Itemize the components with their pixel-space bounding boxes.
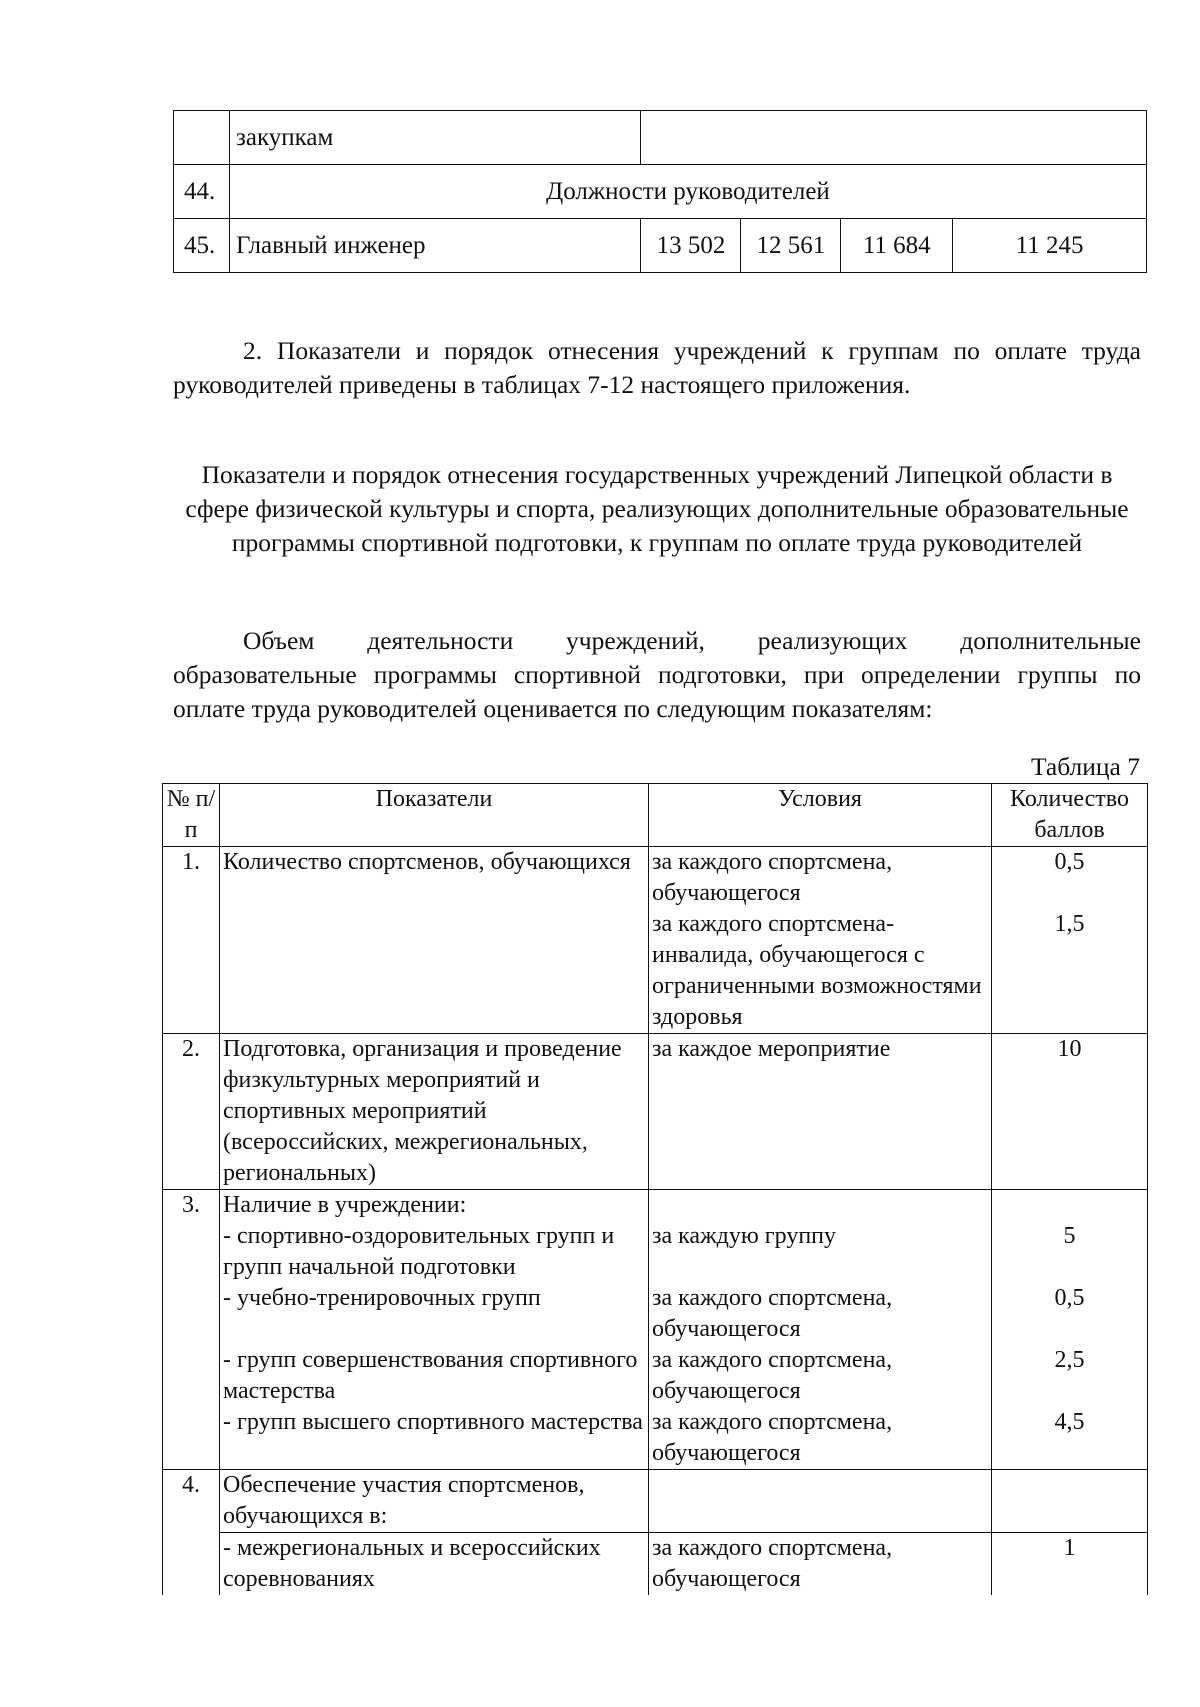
header-indicator: Показатели <box>220 784 649 847</box>
condition-cell: за каждого спортсмена, обучающегося <box>649 1533 992 1596</box>
row-number <box>174 111 230 165</box>
salary-table <box>173 110 1147 273</box>
indicator-cell: - групп высшего спортивного мастерства <box>220 1407 649 1470</box>
position-name: закупкам <box>229 111 641 165</box>
table-row <box>174 219 1147 273</box>
table-row <box>163 1345 1148 1407</box>
condition-cell: за каждого спортсмена-инвалида, обучающегося с ограниченными возможностями здоровья <box>649 909 992 1034</box>
points-cell: 5 <box>992 1221 1148 1283</box>
header-points: Количество баллов <box>992 784 1148 847</box>
row-number: 44. <box>174 165 230 219</box>
condition-cell: за каждого спортсмена, обучающегося <box>649 1345 992 1407</box>
table-row <box>163 1470 1148 1533</box>
points-cell <box>992 1470 1148 1533</box>
table-row <box>163 1221 1148 1283</box>
row-number: 45. <box>174 219 230 273</box>
points-cell: 2,5 <box>992 1345 1148 1407</box>
paragraph-2: 2. Показатели и порядок отнесения учреждений к группам по оплате труда руководителей приведены в таблицах 7-12 настоящего приложения. <box>173 336 1141 399</box>
salary-cell: 11 245 <box>953 219 1147 273</box>
condition-cell: за каждого спортсмена, обучающегося <box>649 1283 992 1345</box>
row-number: 2. <box>163 1034 220 1190</box>
salary-cell: 12 561 <box>741 219 841 273</box>
condition-cell: за каждого спортсмена, обучающегося <box>649 847 992 910</box>
table-row <box>163 1283 1148 1345</box>
table-7 <box>162 783 1148 1595</box>
table-row <box>163 1533 1148 1596</box>
points-cell: 1 <box>992 1533 1148 1596</box>
condition-cell: за каждую группу <box>649 1221 992 1283</box>
condition-cell: за каждого спортсмена, обучающегося <box>649 1407 992 1470</box>
table-row <box>163 1034 1148 1190</box>
indicator-cell: - спортивно-оздоровительных групп и групп начальной подготовки <box>220 1221 649 1283</box>
indicator-cell: Наличие в учреждении: <box>220 1190 649 1222</box>
salary-cell <box>641 111 1147 165</box>
indicator-cell: - учебно-тренировочных групп <box>220 1283 649 1345</box>
table-row <box>174 111 1147 165</box>
indicator-cell: Подготовка, организация и проведение физкультурных мероприятий и спортивных мероприятий (всероссийских, межрегиональных, региональных) <box>220 1034 649 1190</box>
row-number: 1. <box>163 847 220 1034</box>
indicator-cell: - межрегиональных и всероссийских соревнованиях <box>220 1533 649 1596</box>
table-caption: Таблица 7 <box>1030 752 1140 781</box>
points-cell <box>992 1190 1148 1222</box>
table-row <box>163 847 1148 910</box>
table-header-row <box>163 784 1148 847</box>
section-heading: Показатели и порядок отнесения государственных учреждений Липецкой области в сфере физической культуры и спорта, реализующих дополнительные образовательные программы спортивной подготовки, к группам по оплате труда руководителей <box>185 460 1129 557</box>
header-conditions: Условия <box>649 784 992 847</box>
table-row <box>163 1407 1148 1470</box>
salary-cell: 11 684 <box>841 219 953 273</box>
indicator-cell: - групп совершенствования спортивного мастерства <box>220 1345 649 1407</box>
row-number: 3. <box>163 1190 220 1470</box>
points-cell: 1,5 <box>992 909 1148 1034</box>
indicator-cell: Количество спортсменов, обучающихся <box>220 847 649 1034</box>
points-cell: 0,5 <box>992 1283 1148 1345</box>
condition-cell <box>649 1470 992 1533</box>
position-name: Главный инженер <box>229 219 641 273</box>
table-row <box>174 165 1147 219</box>
salary-cell: 13 502 <box>641 219 741 273</box>
condition-cell <box>649 1190 992 1222</box>
section-title: Должности руководителей <box>229 165 1146 219</box>
row-number: 4. <box>163 1470 220 1596</box>
condition-cell: за каждое мероприятие <box>649 1034 992 1190</box>
points-cell: 0,5 <box>992 847 1148 910</box>
intro-paragraph: Объем деятельности учреждений, реализующих дополнительные образовательные программы спортивной подготовки, при определении группы по оплате труда руководителей оценивается по следующим показателям: <box>173 626 1141 723</box>
points-cell: 4,5 <box>992 1407 1148 1470</box>
indicator-cell: Обеспечение участия спортсменов, обучающихся в: <box>220 1470 649 1533</box>
header-num: № п/п <box>163 784 220 847</box>
points-cell: 10 <box>992 1034 1148 1190</box>
table-row <box>163 1190 1148 1222</box>
